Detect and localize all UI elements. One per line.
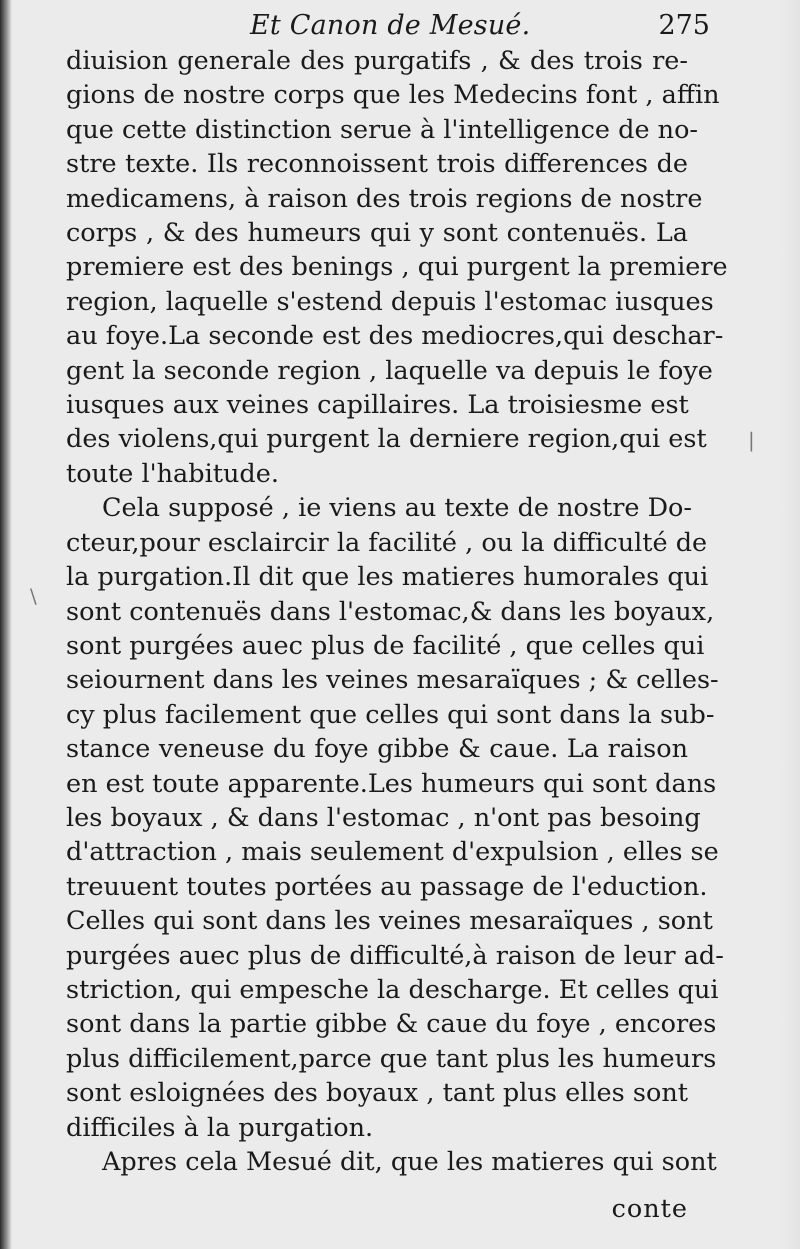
paragraph-start-line: Apres cela Mesué dit, que les matieres qui sont [102,1147,717,1177]
page-number: 275 [658,10,710,41]
text-line: cteur,pour esclaircir la facilité , ou la difficulté de [66,527,708,558]
page-edge [782,0,800,1249]
text-line: sont purgées auec plus de facilité , que celles qui [66,630,705,661]
text-line: sont esloignées des boyaux , tant plus elles sont [66,1078,688,1109]
text-line: en est toute apparente.Les humeurs qui sont dans [66,768,717,799]
paragraph-end-line: difficiles à la purgation. [66,1112,374,1143]
text-line: treuuent toutes portées au passage de l'eduction. [66,871,708,902]
text-line: gions de nostre corps que les Medecins font , affin [66,80,720,111]
paragraph-end-line: toute l'habitude. [66,458,279,489]
text-line: striction, qui empesche la descharge. Et celles qui [66,974,719,1005]
text-line: sont dans la partie gibbe & caue du foye , encores [66,1009,717,1040]
text-line: gent la seconde region , laquelle va depuis le foye [66,355,713,386]
text-line: purgées auec plus de difficulté,à raison de leur ad- [66,940,724,971]
text-line: les boyaux , & dans l'estomac , n'ont pas besoing [66,802,701,833]
catchword: conte [611,1194,688,1224]
text-line: sont contenuës dans l'estomac,& dans les boyaux, [66,596,715,627]
paragraph-start-line: Cela supposé , ie viens au texte de nostre Do- [102,493,693,524]
page-gutter-shadow [0,0,12,1249]
text-line: premiere est des benings , qui purgent la premiere [66,252,728,283]
margin-tick-mark: | [748,428,755,452]
text-line: plus difficilement,parce que tant plus les humeurs [66,1043,717,1074]
text-line: region, laquelle s'estend depuis l'estomac iusques [66,286,714,317]
text-line: seiournent dans les veines mesaraïques ; & celles- [66,665,719,696]
text-line: stre texte. Ils reconnoissent trois differences de [66,149,688,180]
running-title: Et Canon de Mesué. [250,10,531,41]
text-line: au foye.La seconde est des mediocres,qui deschar- [66,321,724,352]
text-line: diuision generale des purgatifs , & des trois re- [66,46,688,76]
text-line: des violens,qui purgent la derniere region,qui est [66,424,707,455]
text-line: d'attraction , mais seulement d'expulsion , elles se [66,837,719,868]
text-line: stance veneuse du foye gibbe & caue. La raison [66,734,688,765]
text-line: Celles qui sont dans les veines mesaraïques , sont [66,906,713,937]
text-line: cy plus facilement que celles qui sont dans la sub- [66,699,715,730]
text-line: corps , & des humeurs qui y sont contenuës. La [66,218,688,249]
text-line: iusques aux veines capillaires. La troisiesme est [66,390,689,421]
text-line: medicamens, à raison des trois regions de nostre [66,183,703,214]
page-header [60,6,710,46]
text-line: la purgation.Il dit que les matieres humorales qui [66,562,709,593]
text-line: que cette distinction serue à l'intelligence de no- [66,114,699,145]
body-text [66,44,728,1179]
margin-tick-mark: \ [30,584,37,608]
